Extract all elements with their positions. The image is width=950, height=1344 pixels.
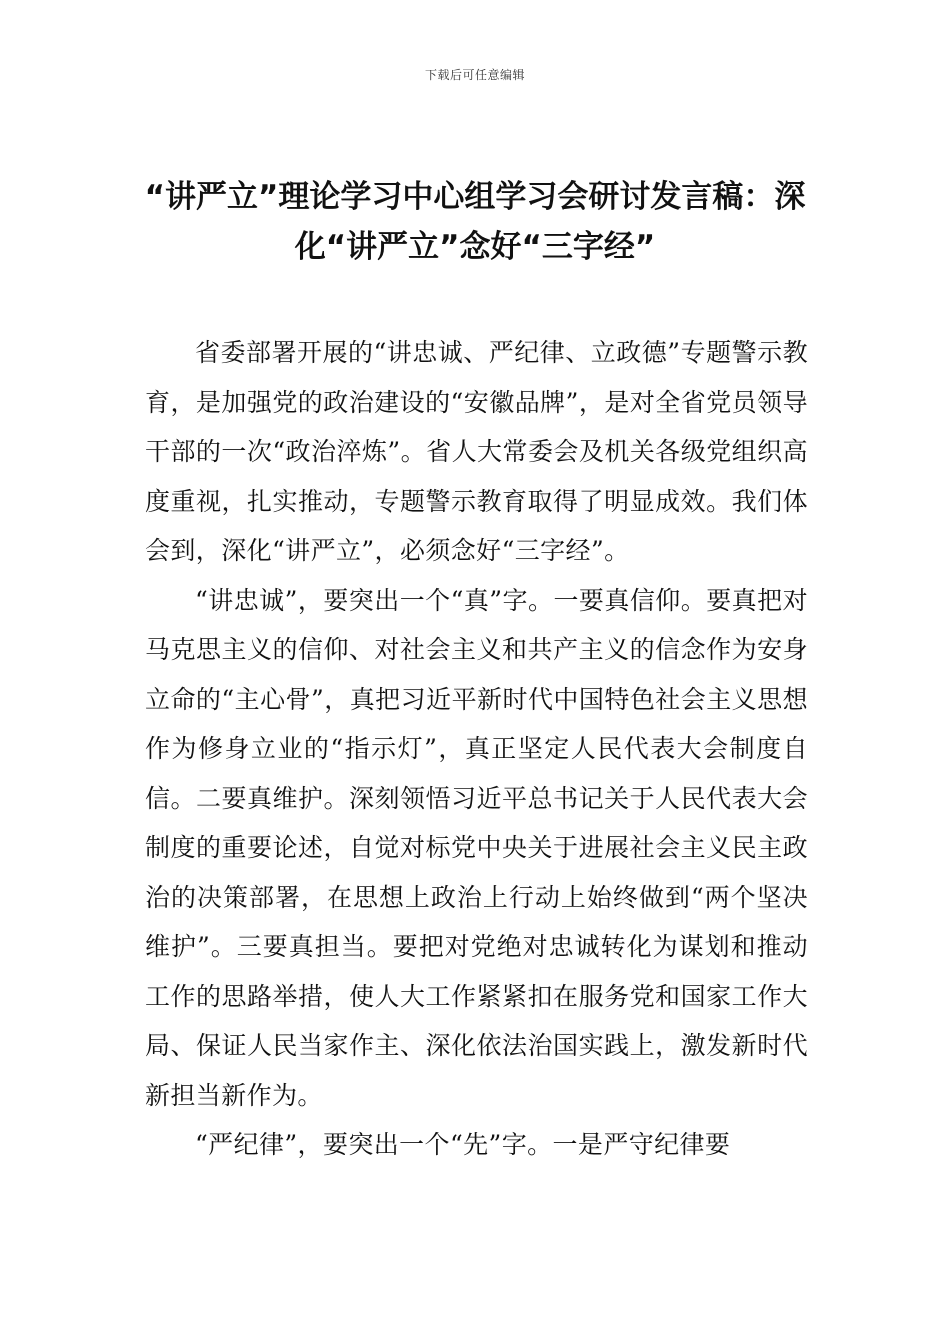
paragraph-loyalty: “讲忠诚”，要突出一个“真”字。一要真信仰。要真把对马克思主义的信仰、对社会主义和共产主义的信念作为安身立命的“主心骨”，真把习近平新时代中国特色社会主义思想作为修身立业的“指示灯”，真正坚定人民代表大会制度自信。二要真维护。深刻领悟习近平总书记关于人民代表大会制度的重要论述，自觉对标党中央关于进展社会主义民主政治的决策部署，在思想上政治上行动上始终做到“两个坚决维护”。三要真担当。要把对党绝对忠诚转化为谋划和推动工作的思路举措，使人大工作紧紧扣在服务党和国家工作大局、保证人民当家作主、深化依法治国实践上，激发新时代新担当新作为。 [145,585,808,1110]
document-body [145,328,808,1170]
paragraph-discipline: “严纪律”，要突出一个“先”字。一是严守纪律要 [195,1130,731,1159]
header-note: 下载后可任意编辑 [424,68,525,82]
paragraph-intro: 省委部署开展的“讲忠诚、严纪律、立政德”专题警示教育，是加强党的政治建设的“安徽品牌”，是对全省党员领导干部的一次“政治淬炼”。省人大常委会及机关各级党组织高度重视，扎实推动，专题警示教育取得了明显成效。我们体会到，深化“讲严立”，必须念好“三字经”。 [145,338,808,565]
document-title: “讲严立”理论学习中心组学习会研讨发言稿：深化“讲严立”念好“三字经” [144,179,806,265]
